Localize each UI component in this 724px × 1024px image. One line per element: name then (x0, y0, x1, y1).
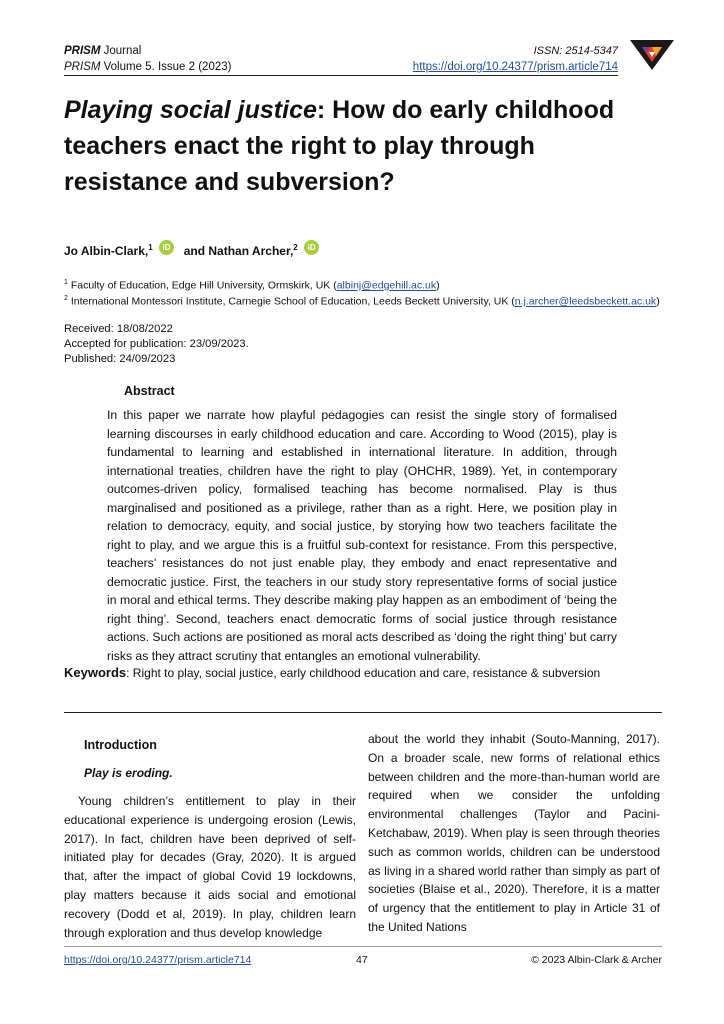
header-rule (64, 75, 618, 76)
abstract-heading: Abstract (124, 384, 175, 398)
prism-triangle-logo (628, 38, 676, 72)
volume-info: PRISM Volume 5. Issue 2 (2023) (64, 61, 232, 73)
received-date: Received: 18/08/2022 (64, 323, 173, 335)
article-title: Playing social justice: How do early childhood teachers enact the right to play through resistance and subversion? (64, 96, 615, 196)
column-2 (368, 730, 660, 937)
page-number: 47 (356, 954, 368, 966)
affiliation-1: $^1$ Faculty of Education, Edge Hill University, Ormskirk, UK (albinj@edgehill.ac.uk) (64, 279, 440, 292)
keywords-label: Keywords (64, 665, 127, 680)
orcid-icon[interactable]: iD (159, 240, 174, 255)
copyright: © 2023 Albin-Clark & Archer (531, 954, 662, 966)
affiliation-2: $^2$ International Montessori Institute, Carnegie School of Education, Leeds Beckett University, UK (n.j.archer@leedsbeckett.ac.uk) (64, 295, 660, 308)
orcid-icon[interactable]: iD (304, 240, 319, 255)
subsection-heading: Play is eroding. (84, 766, 173, 780)
section-divider (64, 712, 662, 713)
introduction-heading: Introduction (84, 738, 157, 752)
footer-rule (64, 946, 662, 947)
column-1 (64, 792, 356, 942)
publication-dates (64, 322, 249, 367)
paragraph: about the world they inhabit (Souto-Manning, 2017). On a broader scale, new forms of relational ethics between children and the more-than-human world are required when we consider the unfolding environmental challenges (Taylor and Pacini-Ketchabaw, 2019). When play is seen through theories such as common worlds, children can be understood as living in a shared world rather than simply as part of societies (Blaise et al., 2020). Therefore, it is a matter of urgency that the entitlement to play in Article 31 of the United Nations (368, 732, 660, 934)
footer-doi-link[interactable]: https://doi.org/10.24377/prism.article714 (64, 954, 252, 966)
author-line: Jo Albin-Clark,$^1$ iD and Nathan Archer,$^2$ iD (64, 240, 322, 258)
abstract-text: In this paper we narrate how playful pedagogies can resist the single story of formalised learning discourses in early childhood education and care. According to Wood (2015), play is fundamental to learning and established in international literature. In addition, through international treaties, children have the right to play (OHCHR, 1989). Yet, in contemporary outcomes-driven policy, formalised teaching has become normalised. Play is thus marginalised and positioned as a privilege, rather than as a right. Here, we position play in relation to democracy, equity, and social justice, by storying how two teachers facilitate the right to play, and we argue this is a fruitful sub-context for resistance. From this perspective, teachers’ resistances do not just enable play, they embody and enact representative and democratic justice. First, the teachers in our study story representative forms of social justice in moral and ethical terms. They describe making play happen as an embodiment of ‘being the right thing’. Second, teachers enact democratic forms of social justice through resistance actions. Such actions are positioned as moral acts described as ‘doing the right thing’ but carry risks as they attract scrutiny that entangles an emotional vulnerability. (107, 408, 617, 663)
issn: ISSN: 2514-5347 (533, 45, 618, 57)
journal-name: PRISM Journal (64, 45, 142, 57)
accepted-date: Accepted for publication: 23/09/2023. (64, 338, 249, 350)
published-date: Published: 24/09/2023 (64, 353, 176, 365)
header-doi-link[interactable]: https://doi.org/10.24377/prism.article714 (412, 61, 618, 73)
paragraph: Young children’s entitlement to play in their educational experience is undergoing erosion (Lewis, 2017). In fact, children have been deprived of self-initiated play for decades (Gray, 2020). It is argued that, after the impact of global Covid 19 lockdowns, play matters because it aids social and emotional recovery (Dodd et al, 2019). In play, children learn through exploration and thus develop knowledge (64, 794, 356, 940)
keywords: Keywords: Right to play, social justice, early childhood education and care, resistance & subversion (64, 665, 601, 680)
email-link[interactable]: n.j.archer@leedsbeckett.ac.uk (514, 295, 657, 308)
email-link[interactable]: albinj@edgehill.ac.uk (336, 279, 437, 292)
